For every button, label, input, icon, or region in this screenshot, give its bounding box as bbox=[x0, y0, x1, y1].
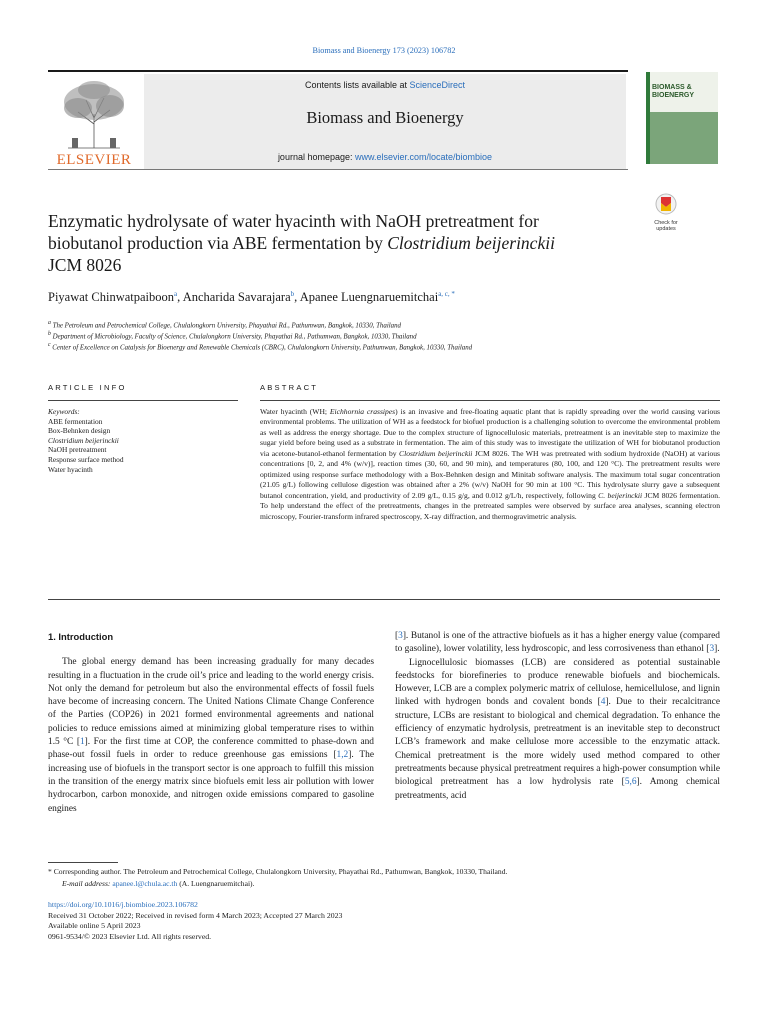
paragraph-segment: ]. The increasing use of biofuels in the transport sector is one approach to fulfill this mission in the transition of the energy matrix since biofuels emit less air pollution with lower hydrocarbon, carbon monoxide, and nitrogen oxide emissions compared to gasoline engines bbox=[48, 750, 374, 814]
copyright: 0961-9534/© 2023 Elsevier Ltd. All rights reserved. bbox=[48, 931, 212, 941]
abstract-bottom-rule bbox=[48, 599, 720, 600]
citation-line[interactable]: Biomass and Bioenergy 173 (2023) 106782 bbox=[312, 46, 456, 55]
email-suffix: (A. Luengnaruemitchai). bbox=[177, 879, 255, 888]
journal-title: Biomass and Bioenergy bbox=[306, 108, 464, 127]
title-line-1: Enzymatic hydrolysate of water hyacinth with NaOH pretreatment for bbox=[48, 211, 539, 231]
sciencedirect-link[interactable]: ScienceDirect bbox=[409, 80, 466, 90]
available-online: Available online 5 April 2023 bbox=[48, 921, 141, 931]
paragraph-segment: Lignocellulosic biomasses (LCB) are considered as potential sustainable feedstocks for biorefineries to produce renewable biofuels and biochemicals. However, LCB are a complex polymeric matrix of cellulose, hemicellulose, and lignin linked with hydrogen bonds and covalent bonds [ bbox=[395, 657, 720, 708]
intro-paragraph-1 bbox=[48, 656, 374, 816]
intro-paragraph-continued bbox=[395, 630, 720, 657]
reference-link[interactable]: 1,2 bbox=[336, 750, 349, 761]
title-line-2-italic: Clostridium beijerinckii bbox=[387, 233, 555, 253]
abstract-segment: ) is an invasive and free-floating aquatic plant that is rapidly spreading over the world causing various environmental problems. The utilization of WH as a feedstock for biofuel production is a challenging solution to overcome the environmental problem as well as address the energy shortage. Due to the complex structure of lignocellulosic materials, pretreatment is an inevitable step to maximize the sugar yield before being used as a substrate in fermentation. The aim of this study was to investigate the utilization of WH for biobutanol production via acetone-butanol-ethanol fermentation by bbox=[260, 407, 720, 458]
keyword-item[interactable]: ABE fermentation bbox=[48, 416, 103, 426]
paragraph-segment: ]. Due to their recalcitrance structure, LCBs are resistant to biological and chemical degradation. To enhance the efficiency of enzymatic hydrolysis, pretreatment is an inevitable step to deconstruct LCB’s framework and make cellulose more accessible to the enzymatic attack. Chemical pretreatment is the more widely used method compared to other pretreatments because physical pretreatment requires a high-power consumption while biological pretreatment has a low hydrolysis rate [ bbox=[395, 697, 720, 788]
article-info-rule bbox=[48, 400, 238, 401]
received-dates: Received 31 October 2022; Received in revised form 4 March 2023; Accepted 27 March 2023 bbox=[48, 910, 343, 920]
author-affil-sup[interactable]: a, c, * bbox=[438, 290, 455, 298]
journal-cover-thumbnail[interactable] bbox=[646, 72, 718, 164]
author-name[interactable]: Piyawat Chinwatpaiboon bbox=[48, 290, 175, 305]
email-link[interactable]: apanee.l@chula.ac.th bbox=[112, 879, 178, 888]
reference-link[interactable]: 4 bbox=[600, 697, 606, 708]
title-line-3: JCM 8026 bbox=[48, 255, 122, 275]
affiliation-text: Center of Excellence on Catalysis for Bioenergy and Renewable Chemicals (CBRC), Chulalongkorn University, Pathumwan, Bangkok, 10330, Thailand bbox=[52, 344, 473, 352]
abstract-heading: ABSTRACT bbox=[260, 383, 319, 392]
crossmark-label-1: Check for bbox=[654, 220, 678, 226]
author-affil-sup[interactable]: a bbox=[174, 290, 178, 298]
email-label: E-mail address: bbox=[62, 879, 113, 888]
homepage-link[interactable]: www.elsevier.com/locate/biombioe bbox=[355, 152, 493, 162]
doi-link[interactable]: https://doi.org/10.1016/j.biombioe.2023.106782 bbox=[48, 900, 198, 909]
keyword-item[interactable]: NaOH pretreatment bbox=[48, 445, 107, 455]
paragraph-segment: The global energy demand has been increasing gradually for many decades resulting in a fluctuation in the crude oil’s price and leading to the world energy crisis. Not only the demand for petroleum but also the environmental effects of fossil fuels have become of increasing concern. The United Nations Climate Change Conference of the Parties (COP26) in 2021 formed environmental agreements and national policies to reduce emissions aimed at minimizing global temperature rises to within 1.5 °C [ bbox=[48, 657, 374, 748]
keyword-item[interactable]: Response surface method bbox=[48, 454, 124, 464]
elsevier-tree-icon bbox=[48, 74, 140, 152]
cover-title bbox=[652, 84, 694, 100]
reference-link[interactable]: 3 bbox=[709, 644, 715, 655]
abstract-italic: Eichhornia crassipes bbox=[329, 407, 396, 416]
header-top-rule bbox=[48, 70, 628, 72]
crossmark-icon bbox=[653, 193, 679, 215]
reference-link[interactable]: 5,6 bbox=[624, 777, 637, 788]
paragraph-segment: ]. Among chemical pretreatments, acid bbox=[395, 777, 721, 801]
contents-prefix: Contents lists available at bbox=[304, 80, 410, 90]
homepage-prefix: journal homepage: bbox=[277, 152, 355, 162]
article-info-heading: ARTICLE INFO bbox=[48, 383, 127, 392]
corresponding-author-note: * Corresponding author. The Petroleum and Petrochemical College, Chulalongkorn University, Phayathai Rd., Pathumwan, Bangkok, 10330, Thailand. bbox=[48, 867, 508, 876]
abstract-segment: JCM 8026. The WH was pretreated with sodium hydroxide (NaOH) at various concentrations [0, 2, and 4% (w/v)], reaction times (30, 60, and 90 min), and temperatures (80, 100, and 120 °C). The pretreatment results were optimized using response surface methodology with a Box-Behnken design and Minitab software analysis. The maximum total sugar concentration (21.05 g/L) following cellulose digestion was obtained after a 2% (w/v) NaOH for 90 min at 100 °C. This hydrolysate slurry gave a subsequent butanol concentration, yield, and productivity of 2.09 g/L, 0.15 g/g, and 0.012 g/L/h, respectively, following bbox=[260, 448, 720, 500]
cover-title-line-2: BIOENERGY bbox=[652, 92, 695, 99]
paragraph-segment: [ bbox=[395, 631, 399, 641]
abstract-italic: C. beijerinckii bbox=[598, 490, 643, 500]
article-title bbox=[48, 210, 618, 276]
keywords-label: Keywords: bbox=[48, 407, 80, 416]
author-name[interactable]: Apanee Luengnaruemitchai bbox=[299, 290, 439, 305]
left-column bbox=[48, 630, 374, 816]
check-for-updates-button[interactable] bbox=[646, 193, 686, 233]
paragraph-segment: ]. For the first time at COP, the conference committed to phase-down and phase-out fossil fuels in order to reduce greenhouse gas emissions [ bbox=[48, 737, 374, 761]
affiliation-text: Department of Microbiology, Faculty of Science, Chulalongkorn University, Phayathai Rd., Pathumwan, Bangkok, 10330, Thailand bbox=[52, 333, 417, 341]
contents-line bbox=[144, 80, 626, 90]
affiliation-sup: b bbox=[48, 331, 51, 337]
paragraph-segment: ]. bbox=[714, 644, 720, 655]
reference-link[interactable]: 3 bbox=[398, 631, 403, 641]
affiliation-sup: c bbox=[48, 342, 51, 348]
paragraph-segment: ]. Butanol is one of the attractive biofuels as it has a higher energy value (compared to gasoline), lower volatility, less hydroscopic, and less corrosiveness than ethanol [ bbox=[395, 631, 720, 655]
cover-side-bar bbox=[646, 72, 650, 164]
keyword-item[interactable]: Clostridium beijerinckii bbox=[48, 435, 119, 445]
affiliation-c bbox=[48, 340, 728, 353]
keywords-block bbox=[48, 407, 238, 474]
abstract-text bbox=[260, 407, 720, 522]
homepage-line bbox=[144, 152, 626, 162]
abstract-segment: Water hyacinth (WH; bbox=[260, 407, 330, 416]
email-line bbox=[48, 878, 728, 889]
banner-bottom-rule bbox=[48, 169, 628, 170]
author-name[interactable]: Ancharida Savarajara bbox=[182, 290, 291, 305]
article-meta bbox=[48, 900, 728, 942]
right-column bbox=[395, 630, 720, 803]
crossmark-label-2: updates bbox=[656, 226, 676, 232]
section-heading: 1. Introduction bbox=[48, 631, 114, 642]
author-list: Piyawat Chinwatpaiboon$^a$, Ancharida Savarajara$^b$, Apanee Luengnaruemitchai$^{a, c, *}$ bbox=[48, 290, 455, 305]
keyword-item[interactable]: Water hyacinth bbox=[48, 464, 93, 474]
publisher-name: ELSEVIER bbox=[56, 152, 132, 168]
affiliation-sup: a bbox=[48, 320, 51, 326]
elsevier-logo[interactable] bbox=[48, 74, 140, 169]
footnote-rule bbox=[48, 862, 118, 863]
affiliation-text: The Petroleum and Petrochemical College, Chulalongkorn University, Phayathai Rd., Pathumwan, Bangkok, 10330, Thailand bbox=[52, 322, 401, 330]
keyword-item[interactable]: Box-Behnken design bbox=[48, 426, 111, 436]
abstract-segment: JCM 8026 fermentation. To help understand the effect of the pretreatments, changes in the pretreated samples were observed by surface area analyses, scanning electron microscopy, Fourier-transform infrared spectroscopy, X-ray diffraction, and thermogravimetric analysis. bbox=[260, 490, 720, 521]
intro-paragraph-2 bbox=[395, 657, 720, 803]
cover-title-line-1: BIOMASS & bbox=[652, 84, 692, 91]
title-line-2 bbox=[48, 232, 618, 254]
abstract-rule bbox=[260, 400, 720, 401]
title-line-2-text: biobutanol production via ABE fermentation by bbox=[48, 233, 388, 253]
reference-link[interactable]: 1 bbox=[79, 737, 85, 748]
author-affil-sup[interactable]: b bbox=[290, 290, 295, 298]
abstract-italic: Clostridium beijerinckii bbox=[399, 448, 473, 458]
